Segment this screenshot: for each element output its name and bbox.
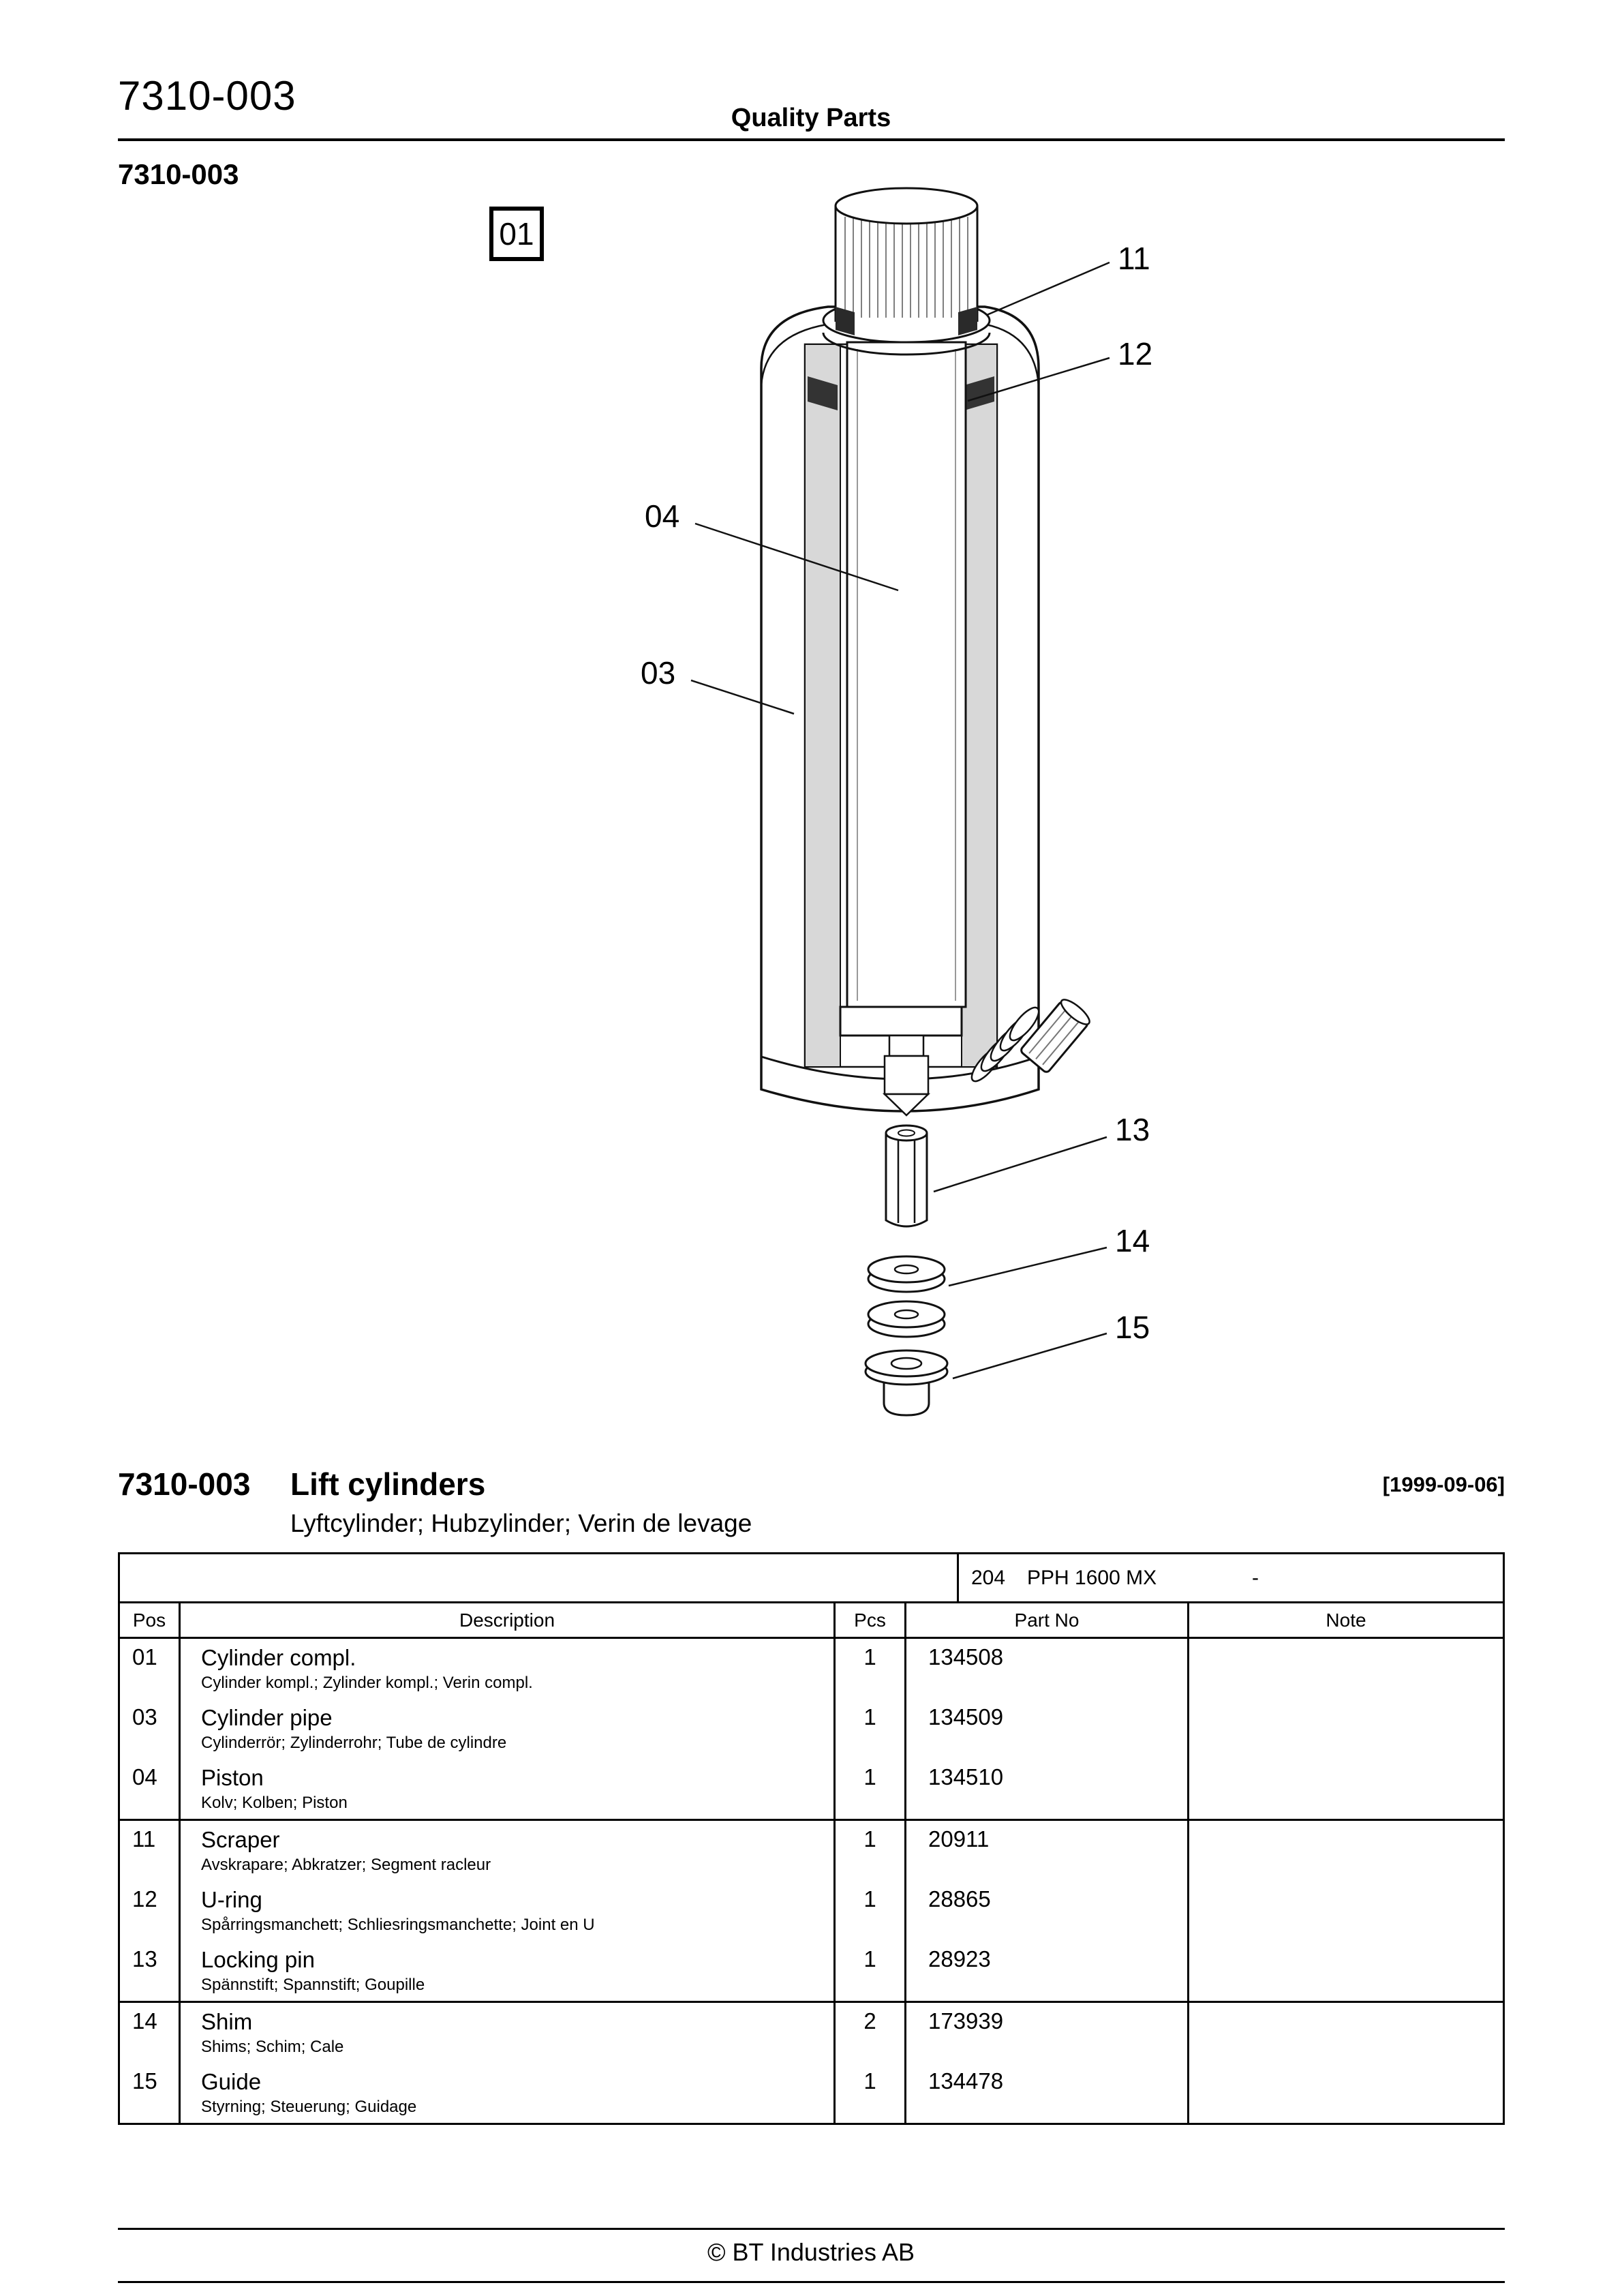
row-note	[1189, 1759, 1503, 1819]
row-description	[181, 1759, 836, 1819]
col-description: Description	[181, 1603, 836, 1637]
doc-number: 7310-003	[118, 73, 296, 119]
description-main: Shim	[201, 2009, 253, 2034]
row-note	[1189, 1639, 1503, 1699]
col-pos: Pos	[120, 1603, 181, 1637]
column-header-row	[120, 1603, 1503, 1639]
parts-row	[120, 1759, 1503, 1819]
row-description	[181, 1699, 836, 1759]
model-header-cell	[957, 1554, 1503, 1601]
shims	[868, 1256, 945, 1337]
row-part-no: 134510	[906, 1759, 1189, 1819]
row-pcs: 1	[836, 1881, 906, 1941]
description-translations: Kolv; Kolben; Piston	[201, 1794, 348, 1812]
parts-row	[120, 2063, 1503, 2123]
row-description	[181, 1639, 836, 1699]
description-main: Cylinder compl.	[201, 1645, 356, 1670]
parts-group	[120, 2001, 1503, 2123]
row-note	[1189, 1941, 1503, 2001]
locking-pin	[886, 1126, 927, 1226]
footer-rule-bottom	[118, 2281, 1505, 2283]
page-subtitle: Lyftcylinder; Hubzylinder; Verin de levage	[290, 1509, 752, 1537]
row-pcs: 1	[836, 1699, 906, 1759]
parts-row	[120, 1699, 1503, 1759]
callout-12: 12	[1118, 336, 1153, 372]
parts-table	[118, 1552, 1505, 2125]
row-pcs: 1	[836, 1759, 906, 1819]
description-main: U-ring	[201, 1887, 262, 1912]
description-main: Scraper	[201, 1827, 280, 1852]
row-pcs: 1	[836, 2063, 906, 2123]
row-description	[181, 1821, 836, 1881]
row-part-no: 134508	[906, 1639, 1189, 1699]
model-code: 204	[971, 1566, 1006, 1589]
callout-03: 03	[641, 655, 676, 691]
row-pos: 11	[120, 1821, 181, 1881]
col-part-no: Part No	[906, 1603, 1189, 1637]
col-note: Note	[1326, 1609, 1366, 1631]
parts-table-body	[120, 1639, 1503, 2123]
row-pcs: 1	[836, 1821, 906, 1881]
footer-copyright: © BT Industries AB	[707, 2238, 915, 2266]
parts-row	[120, 2003, 1503, 2063]
section-number: 7310-003	[118, 158, 239, 190]
description-translations: Avskrapare; Abkratzer; Segment racleur	[201, 1856, 491, 1874]
col-pcs: Pcs	[836, 1603, 906, 1637]
model-header-empty	[120, 1554, 957, 1601]
description-translations: Cylinder kompl.; Zylinder kompl.; Verin compl.	[201, 1674, 533, 1692]
row-part-no: 173939	[906, 2003, 1189, 2063]
callout-04: 04	[645, 498, 680, 534]
row-pcs: 1	[836, 1941, 906, 2001]
parts-row	[120, 1639, 1503, 1699]
description-translations: Cylinderrör; Zylinderrohr; Tube de cylindre	[201, 1734, 507, 1752]
callout-13: 13	[1115, 1112, 1150, 1147]
model-name: PPH 1600 MX	[1027, 1566, 1157, 1589]
row-note	[1189, 1699, 1503, 1759]
assembly-box-label: 01	[489, 207, 544, 261]
row-description	[181, 2063, 836, 2123]
model-note: -	[1252, 1566, 1259, 1589]
description-translations: Shims; Schim; Cale	[201, 2038, 344, 2056]
row-pcs: 2	[836, 2003, 906, 2063]
callout-15: 15	[1115, 1310, 1150, 1345]
description-main: Guide	[201, 2069, 262, 2094]
row-pos: 15	[120, 2063, 181, 2123]
row-pos: 03	[120, 1699, 181, 1759]
row-part-no: 20911	[906, 1821, 1189, 1881]
description-translations: Spårringsmanchett; Schliesringsmanchette; Joint en U	[201, 1916, 595, 1934]
row-pos: 14	[120, 2003, 181, 2063]
callout-11: 11	[1118, 241, 1150, 276]
guide-bushing	[866, 1350, 947, 1415]
parts-group	[120, 1819, 1503, 2001]
parts-group	[120, 1639, 1503, 1819]
row-pcs: 1	[836, 1639, 906, 1699]
row-note	[1189, 1881, 1503, 1941]
callout-14: 14	[1115, 1223, 1150, 1258]
piston	[840, 342, 966, 1115]
row-pos: 12	[120, 1881, 181, 1941]
title-section-number: 7310-003	[118, 1466, 251, 1502]
row-part-no: 134509	[906, 1699, 1189, 1759]
revision-date: [1999-09-06]	[1382, 1472, 1505, 1496]
row-part-no: 28923	[906, 1941, 1189, 2001]
piston-rod	[836, 188, 977, 335]
row-part-no: 28865	[906, 1881, 1189, 1941]
page-title: Lift cylinders	[290, 1466, 486, 1502]
header-title: Quality Parts	[731, 104, 891, 132]
description-translations: Styrning; Steuerung; Guidage	[201, 2098, 417, 2116]
parts-row	[120, 1941, 1503, 2001]
description-main: Cylinder pipe	[201, 1705, 333, 1730]
parts-row	[120, 1821, 1503, 1881]
parts-row	[120, 1881, 1503, 1941]
description-main: Locking pin	[201, 1947, 315, 1972]
row-pos: 13	[120, 1941, 181, 2001]
footer-rule-top	[118, 2228, 1505, 2230]
row-part-no: 134478	[906, 2063, 1189, 2123]
description-main: Piston	[201, 1765, 264, 1790]
row-pos: 04	[120, 1759, 181, 1819]
row-description	[181, 1941, 836, 2001]
description-translations: Spännstift; Spannstift; Goupille	[201, 1976, 425, 1994]
row-note	[1189, 1821, 1503, 1881]
row-pos: 01	[120, 1639, 181, 1699]
model-header-row	[120, 1554, 1503, 1603]
row-description	[181, 2003, 836, 2063]
row-description	[181, 1881, 836, 1941]
row-note	[1189, 2063, 1503, 2123]
row-note	[1189, 2003, 1503, 2063]
